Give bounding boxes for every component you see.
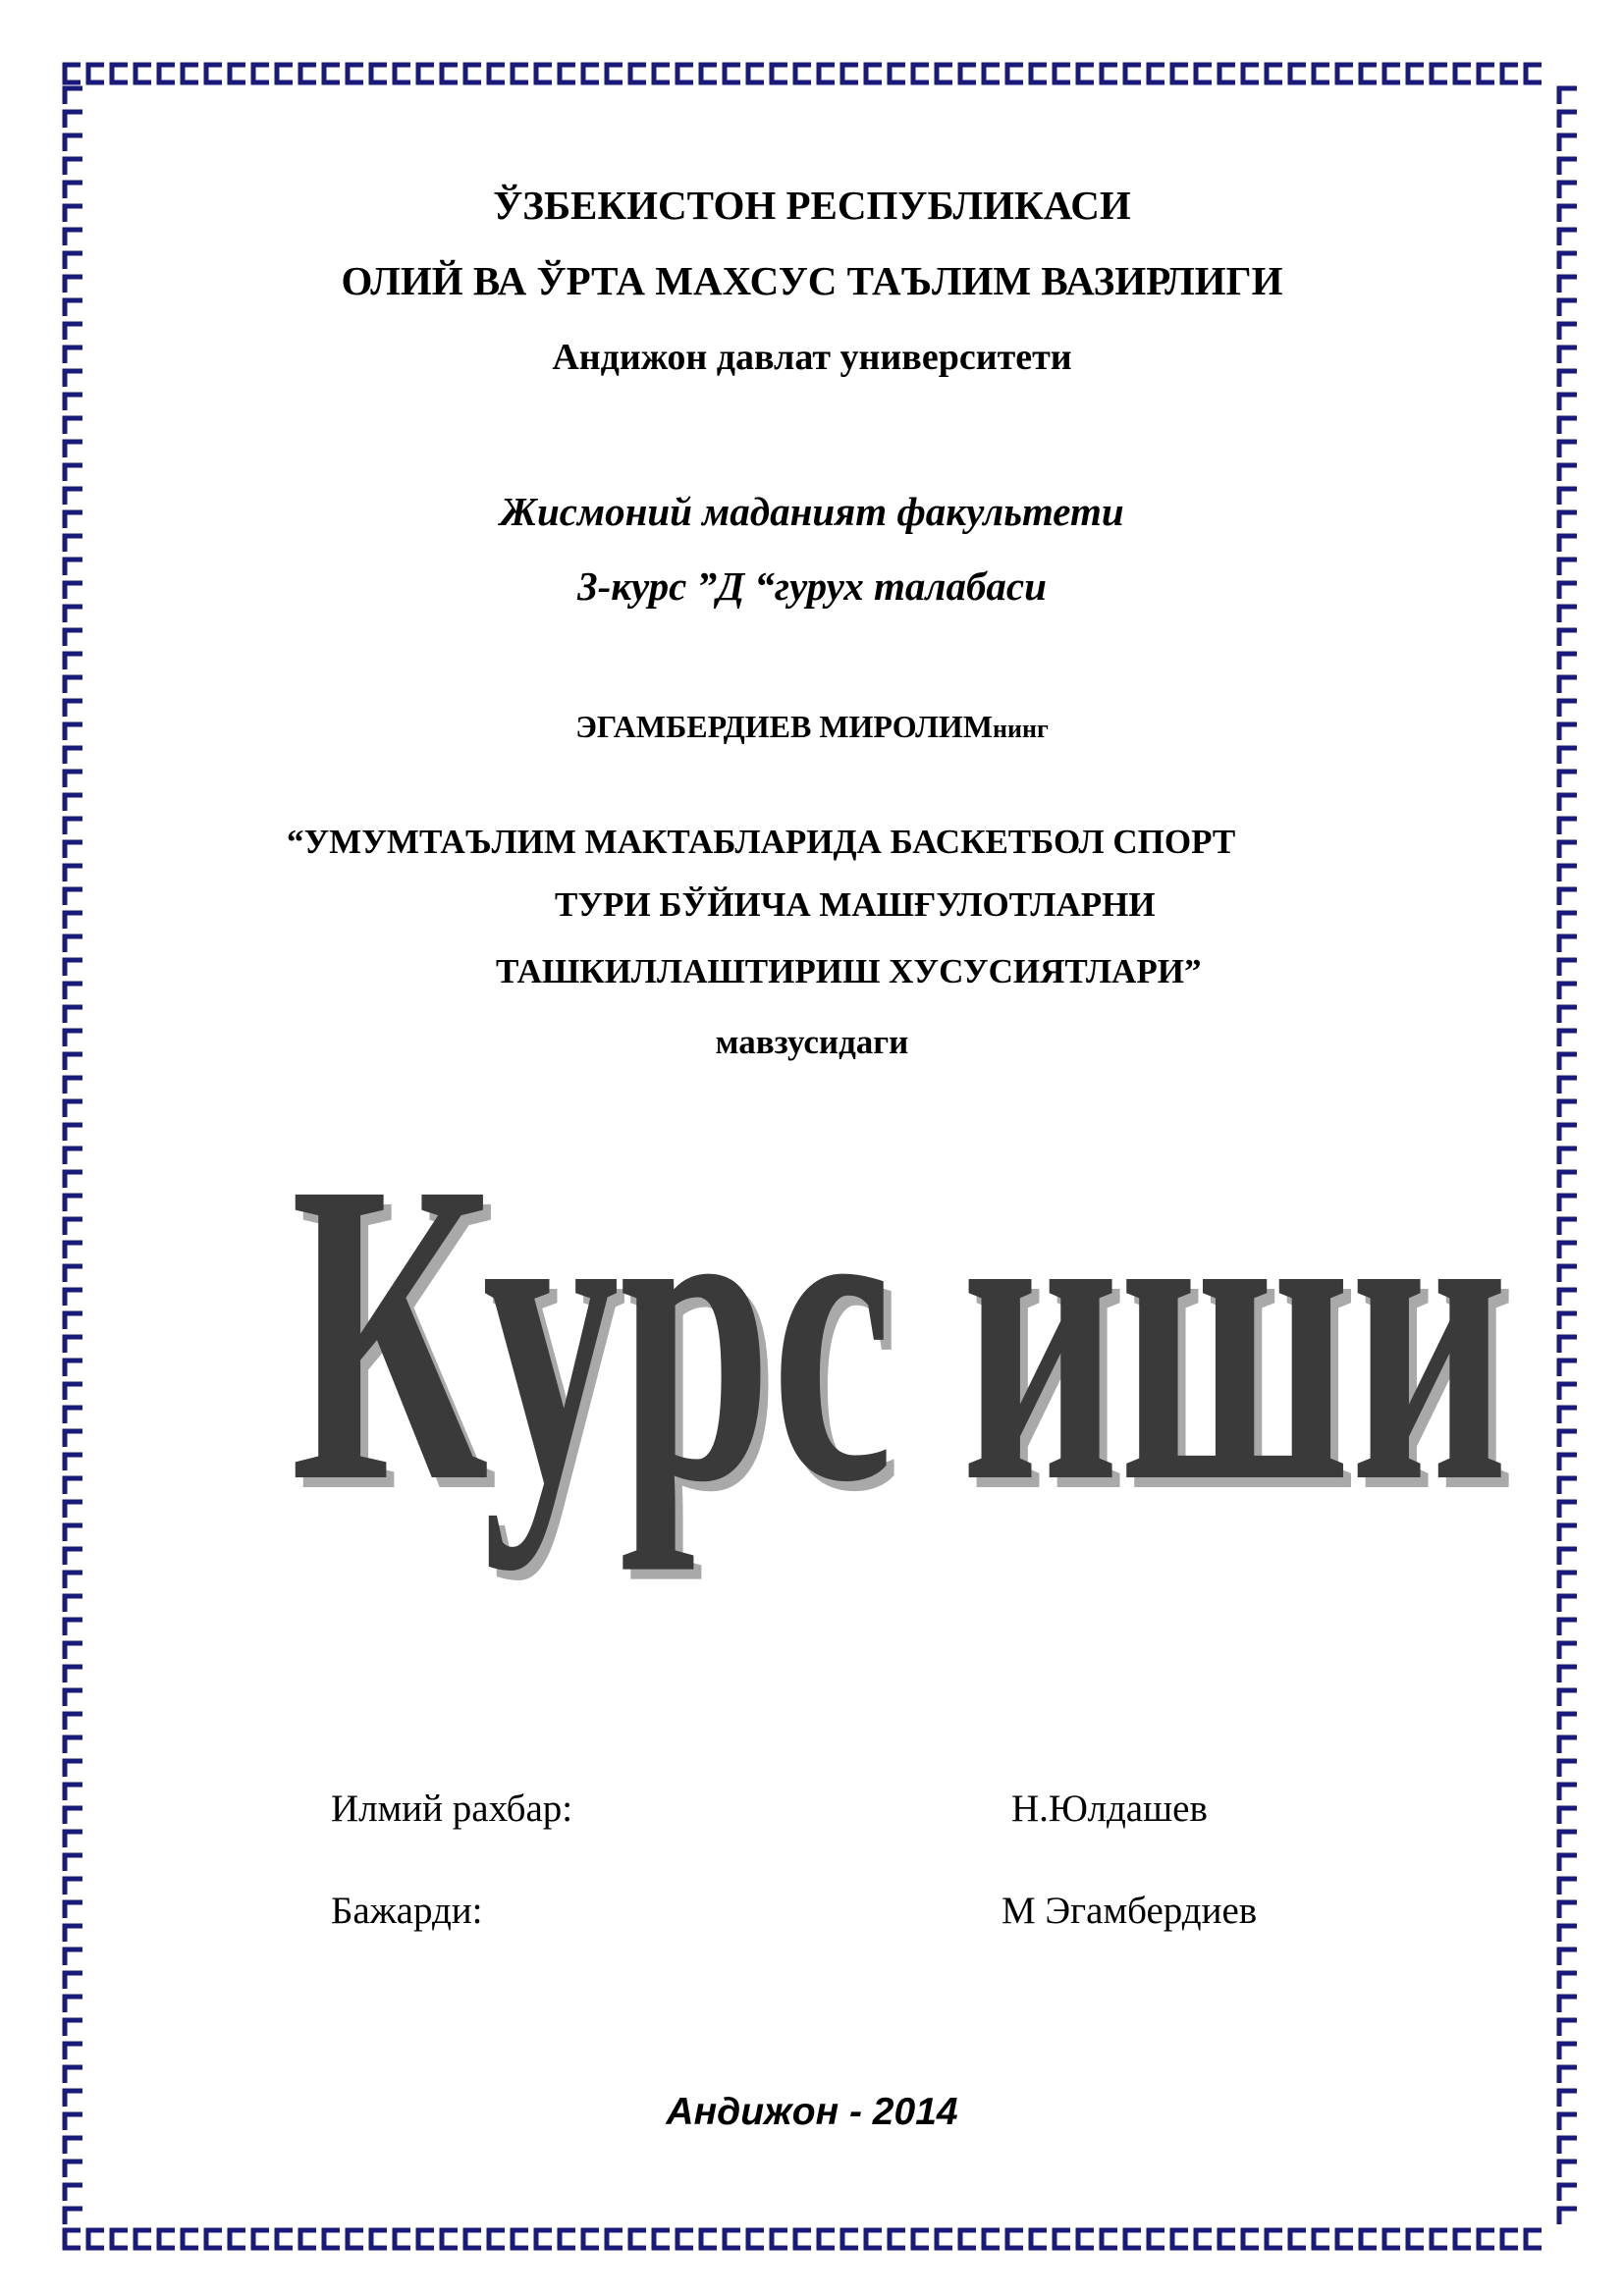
border-link <box>748 2230 764 2248</box>
border-link <box>677 2230 693 2248</box>
border-link <box>1526 2230 1542 2248</box>
supervisor-label: Илмий рахбар: <box>331 1788 573 1830</box>
border-link <box>1102 2230 1117 2248</box>
border-link <box>300 65 316 82</box>
border-link <box>1559 984 1577 999</box>
border-link <box>984 2230 1000 2248</box>
border-link <box>1031 65 1047 82</box>
border-link <box>65 1832 82 1847</box>
border-link <box>1559 112 1577 128</box>
border-link <box>1559 1949 1577 1965</box>
border-link <box>560 65 575 82</box>
border-link <box>65 2044 82 2059</box>
border-link <box>277 2230 293 2248</box>
border-link <box>1196 2230 1212 2248</box>
border-link <box>1384 65 1400 82</box>
border-link <box>65 1455 82 1470</box>
border-link <box>418 2230 434 2248</box>
border-link <box>1267 65 1282 82</box>
border-link <box>583 2230 599 2248</box>
border-link <box>1559 418 1577 434</box>
course-work-title <box>291 1085 1567 1595</box>
border-link <box>159 2230 175 2248</box>
border-link <box>65 442 82 457</box>
border-link <box>1479 65 1494 82</box>
border-link <box>654 65 670 82</box>
border-link <box>65 1502 82 1518</box>
border-link <box>65 1879 82 1895</box>
border-link <box>65 1549 82 1565</box>
border-link <box>65 819 82 834</box>
border-link <box>65 654 82 669</box>
border-link <box>1559 1667 1577 1682</box>
border-link <box>1384 2230 1400 2248</box>
border-link <box>1559 1902 1577 1918</box>
border-link <box>65 842 82 858</box>
ministry-heading: ОЛИЙ ВА ЎРТА МАХСУС ТАЪЛИМ ВАЗИРЛИГИ <box>341 258 1283 303</box>
border-link <box>183 65 198 82</box>
border-link <box>1455 65 1471 82</box>
border-link <box>465 65 481 82</box>
border-link <box>65 1667 82 1682</box>
border-link <box>1559 795 1577 811</box>
border-link <box>65 2138 82 2154</box>
border-link <box>772 2230 787 2248</box>
border-link <box>1559 819 1577 834</box>
border-link <box>65 1949 82 1965</box>
border-link <box>1196 65 1212 82</box>
border-link <box>348 2230 363 2248</box>
border-link <box>1479 2230 1494 2248</box>
border-link <box>65 1714 82 1730</box>
border-link <box>465 2230 481 2248</box>
border-link <box>913 2230 929 2248</box>
border-link <box>65 1101 82 1117</box>
border-link <box>65 984 82 999</box>
border-link <box>65 1690 82 1706</box>
author-line <box>0 709 1624 745</box>
border-link <box>677 65 693 82</box>
border-link <box>1559 1007 1577 1023</box>
course-work-title-text: Курс иши <box>291 1094 1508 1572</box>
border-link <box>65 2067 82 2083</box>
border-link <box>1559 913 1577 929</box>
border-link <box>1007 2230 1023 2248</box>
border-link <box>65 2185 82 2201</box>
border-link <box>1314 65 1329 82</box>
border-link <box>1526 65 1542 82</box>
border-link <box>1559 677 1577 693</box>
border-link <box>1559 2044 1577 2059</box>
border-link <box>65 1078 82 1094</box>
border-link <box>112 65 128 82</box>
border-link <box>630 65 646 82</box>
border-link <box>65 1997 82 2012</box>
border-link <box>112 2230 128 2248</box>
border-link <box>1559 1855 1577 1871</box>
border-link <box>630 2230 646 2248</box>
topic-suffix: мавзусидаги <box>715 1023 909 1061</box>
border-link <box>583 65 599 82</box>
border-link <box>65 1737 82 1753</box>
border-link <box>1559 2067 1577 2083</box>
border-link <box>1290 65 1306 82</box>
border-link <box>1559 2138 1577 2154</box>
border-link <box>1559 442 1577 457</box>
border-link <box>65 1973 82 1989</box>
border-link <box>1078 2230 1094 2248</box>
border-link <box>65 2020 82 2036</box>
border-link <box>65 65 81 82</box>
border-link <box>1559 1832 1577 1847</box>
border-link <box>1432 2230 1447 2248</box>
border-link <box>65 795 82 811</box>
border-link <box>960 65 976 82</box>
border-link <box>1559 842 1577 858</box>
border-link <box>795 2230 811 2248</box>
border-link <box>937 65 952 82</box>
border-link <box>1102 65 1117 82</box>
city-year: Андижон - 2014 <box>666 2091 958 2133</box>
border-link <box>1267 2230 1282 2248</box>
border-link <box>65 1478 82 1494</box>
border-link <box>65 1266 82 1282</box>
border-link <box>65 1761 82 1777</box>
border-link <box>1172 65 1188 82</box>
border-link <box>442 2230 458 2248</box>
border-link <box>772 65 787 82</box>
border-link <box>1559 88 1577 104</box>
border-link <box>1559 230 1577 245</box>
border-link <box>65 2230 81 2248</box>
border-link <box>65 1643 82 1659</box>
border-link <box>65 230 82 245</box>
border-link <box>489 65 505 82</box>
border-link <box>1559 866 1577 881</box>
border-link <box>842 2230 858 2248</box>
border-link <box>348 65 363 82</box>
faculty-name: Жисмоний маданият факультети <box>500 489 1124 534</box>
border-link <box>324 65 340 82</box>
border-link <box>65 395 82 410</box>
border-link <box>1078 65 1094 82</box>
border-link <box>513 2230 528 2248</box>
border-link <box>1502 2230 1518 2248</box>
author-suffix: нинг <box>993 715 1049 743</box>
border-link <box>1559 135 1577 151</box>
border-link <box>65 960 82 976</box>
topic-line-3: ТАШКИЛЛАШТИРИШ ХУСУСИЯТЛАРИ” <box>496 952 1202 990</box>
border-link <box>536 65 552 82</box>
border-link <box>913 65 929 82</box>
border-link <box>536 2230 552 2248</box>
border-link <box>65 889 82 905</box>
border-link <box>65 1148 82 1164</box>
border-link <box>1559 1808 1577 1824</box>
border-link <box>1559 1997 1577 2012</box>
student-group: 3-курс ”Д “гурух талабаси <box>577 563 1047 609</box>
border-link <box>1007 65 1023 82</box>
border-link <box>65 1125 82 1141</box>
border-link <box>65 630 82 646</box>
border-link <box>65 1596 82 1612</box>
border-link <box>65 1855 82 1871</box>
border-link <box>300 2230 316 2248</box>
border-link <box>88 65 104 82</box>
border-link <box>65 1196 82 1211</box>
border-link <box>1055 65 1070 82</box>
border-link <box>1559 2162 1577 2177</box>
border-link <box>65 1902 82 1918</box>
border-link <box>65 1361 82 1376</box>
border-link <box>230 65 245 82</box>
border-link <box>1455 2230 1471 2248</box>
border-link <box>701 65 717 82</box>
border-link <box>65 159 82 175</box>
border-link <box>135 2230 151 2248</box>
border-link <box>1219 65 1235 82</box>
border-link <box>960 2230 976 2248</box>
topic-line-1: “УМУМТАЪЛИМ МАКТАБЛАРИДА БАСКЕТБОЛ СПОРТ <box>287 823 1236 861</box>
border-link <box>65 1808 82 1824</box>
border-link <box>795 65 811 82</box>
border-link <box>1408 2230 1424 2248</box>
border-link <box>701 2230 717 2248</box>
border-link <box>65 1313 82 1329</box>
border-link <box>65 1243 82 1258</box>
border-link <box>65 772 82 787</box>
border-link <box>1559 936 1577 952</box>
border-link <box>1559 1690 1577 1706</box>
border-link <box>206 2230 222 2248</box>
border-link <box>1432 65 1447 82</box>
border-link <box>65 1573 82 1588</box>
border-link <box>1243 2230 1259 2248</box>
border-link <box>560 2230 575 2248</box>
border-link <box>442 65 458 82</box>
border-link <box>65 1007 82 1023</box>
border-link <box>253 65 269 82</box>
border-link <box>1559 654 1577 669</box>
border-link <box>395 65 410 82</box>
performer-name: М Эгамбердиев <box>1001 1890 1258 1932</box>
border-link <box>371 65 387 82</box>
border-link <box>1559 1879 1577 1895</box>
border-link <box>654 2230 670 2248</box>
border-link <box>65 1337 82 1353</box>
border-link <box>65 1408 82 1423</box>
border-link <box>324 2230 340 2248</box>
border-link <box>65 1785 82 1800</box>
border-link <box>65 1290 82 1306</box>
border-link <box>1290 2230 1306 2248</box>
border-link <box>65 88 82 104</box>
border-link <box>1172 2230 1188 2248</box>
border-link <box>1559 889 1577 905</box>
border-link <box>890 2230 905 2248</box>
border-link <box>842 65 858 82</box>
border-link <box>1559 2020 1577 2036</box>
border-link <box>819 65 835 82</box>
border-link <box>253 2230 269 2248</box>
border-link <box>866 2230 882 2248</box>
border-link <box>88 2230 104 2248</box>
border-link <box>1559 748 1577 764</box>
border-link <box>65 1431 82 1447</box>
border-link <box>65 2209 82 2224</box>
border-link <box>489 2230 505 2248</box>
border-link <box>1243 65 1259 82</box>
border-link <box>65 677 82 693</box>
border-link <box>183 2230 198 2248</box>
border-link <box>1559 1643 1577 1659</box>
border-link <box>277 65 293 82</box>
supervisor-name: Н.Юлдашев <box>1011 1788 1208 1830</box>
border-link <box>1559 1926 1577 1942</box>
border-link <box>1559 395 1577 410</box>
border-link <box>1559 630 1577 646</box>
border-link <box>65 748 82 764</box>
border-link <box>1559 1714 1577 1730</box>
border-link <box>1337 65 1353 82</box>
border-link <box>1559 1596 1577 1612</box>
border-link <box>65 536 82 552</box>
border-link <box>65 465 82 481</box>
border-link <box>748 65 764 82</box>
border-link <box>1559 1737 1577 1753</box>
border-link <box>418 65 434 82</box>
course-work-title-shadow: Курс иши <box>298 1103 1516 1581</box>
border-link <box>607 65 623 82</box>
border-link <box>1559 159 1577 175</box>
border-link <box>513 65 528 82</box>
border-link <box>65 913 82 929</box>
border-link <box>725 2230 740 2248</box>
university-heading: Андижон давлат университети <box>552 337 1072 378</box>
border-link <box>159 65 175 82</box>
border-link <box>1219 2230 1235 2248</box>
border-link <box>230 2230 245 2248</box>
border-link <box>65 1384 82 1400</box>
border-link <box>866 65 882 82</box>
border-link <box>607 2230 623 2248</box>
border-link <box>1055 2230 1070 2248</box>
border-link <box>1559 1973 1577 1989</box>
border-link <box>135 65 151 82</box>
border-link <box>725 65 740 82</box>
border-link <box>1559 2209 1577 2224</box>
topic-line-2: ТУРИ БЎЙИЧА МАШҒУЛОТЛАРНИ <box>555 885 1156 924</box>
border-link <box>65 112 82 128</box>
border-link <box>1559 772 1577 787</box>
border-link <box>819 2230 835 2248</box>
author-name: ЭГАМБЕРДИЕВ МИРОЛИМ <box>575 709 994 744</box>
border-link <box>890 65 905 82</box>
border-link <box>1361 2230 1377 2248</box>
country-heading: ЎЗБЕКИСТОН РЕСПУБЛИКАСИ <box>493 183 1131 228</box>
border-link <box>65 135 82 151</box>
border-link <box>1314 2230 1329 2248</box>
border-link <box>65 866 82 881</box>
border-link <box>1559 960 1577 976</box>
border-link <box>65 1219 82 1235</box>
border-link <box>371 2230 387 2248</box>
border-link <box>65 1172 82 1188</box>
border-link <box>1149 2230 1164 2248</box>
border-link <box>1559 536 1577 552</box>
border-link <box>1031 2230 1047 2248</box>
border-link <box>1408 65 1424 82</box>
border-link <box>1502 65 1518 82</box>
border-link <box>1559 1761 1577 1777</box>
border-link <box>1559 1620 1577 1635</box>
border-link <box>1559 2185 1577 2201</box>
border-link <box>1337 2230 1353 2248</box>
border-link <box>984 65 1000 82</box>
border-link <box>1559 465 1577 481</box>
border-link <box>65 418 82 434</box>
border-link <box>206 65 222 82</box>
border-link <box>1559 1785 1577 1800</box>
border-link <box>395 2230 410 2248</box>
border-link <box>1125 65 1141 82</box>
border-link <box>1361 65 1377 82</box>
border-link <box>65 1620 82 1635</box>
border-link <box>1149 65 1164 82</box>
border-link <box>937 2230 952 2248</box>
border-link <box>65 2162 82 2177</box>
border-link <box>65 936 82 952</box>
border-link <box>65 1926 82 1942</box>
performer-label: Бажарди: <box>331 1890 483 1932</box>
border-link <box>65 1525 82 1541</box>
border-link <box>1125 2230 1141 2248</box>
